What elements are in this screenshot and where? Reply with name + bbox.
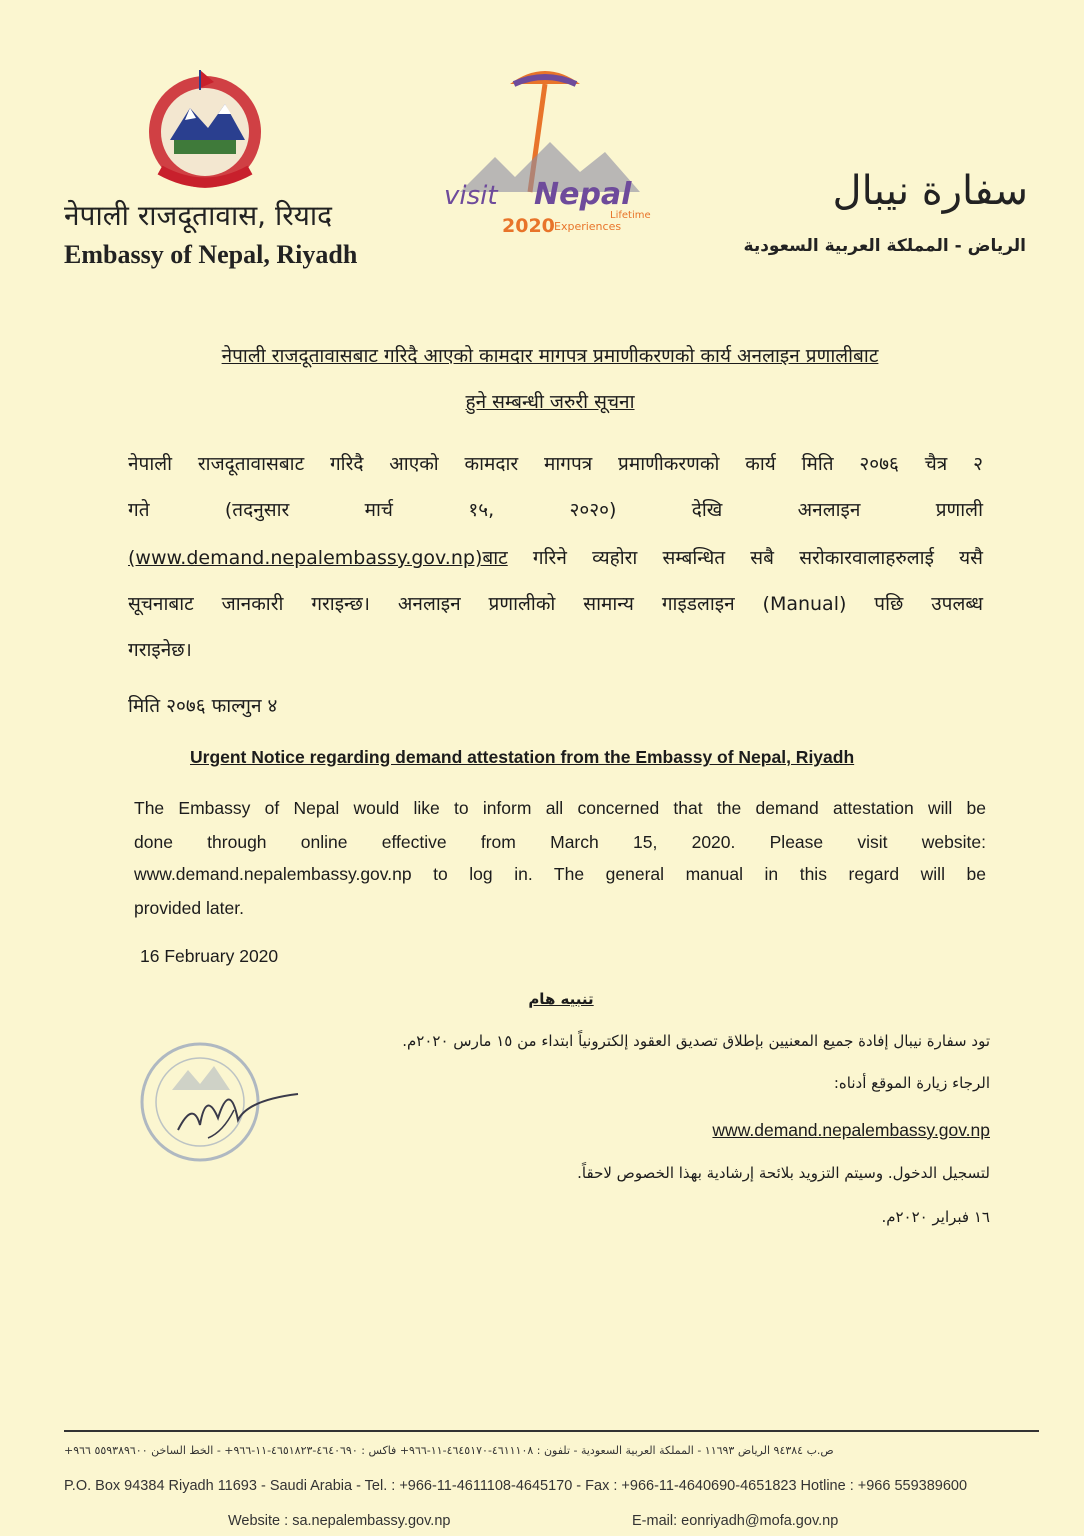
nepali-notice-line3 [128,544,983,570]
english-notice-line3: www.demand.nepalembassy.gov.np to log in. The general manual in this regard will be [134,864,986,884]
nepali-notice-date: मिति २०७६ फाल्गुन ४ [128,695,278,717]
arabic-notice-date: ١٦ فبراير ٢٠٢٠م. [881,1208,990,1226]
official-stamp-signature [138,1030,308,1180]
english-notice-title: Urgent Notice regarding demand attestation from the Embassy of Nepal, Riyadh [190,747,855,767]
arabic-notice-line2: الرجاء زيارة الموقع أدناه: [833,1074,990,1092]
logo-nepal-text: Nepal [534,177,632,212]
arabic-notice-line1: تود سفارة نيبال إفادة جميع المعنيين بإطلاق تصديق العقود إلكترونياً ابتداء من ١٥ مارس ٢٠٢٠م. [402,1032,990,1050]
nepali-notice-line5: गराइनेछ। [128,639,192,661]
logo-year-text: 2020 [502,215,555,237]
nepali-notice-title-line2: हुने सम्बन्धी जरुरी सूचना [465,391,635,413]
footer-contact-english: P.O. Box 94384 Riyadh 11693 - Saudi Arabia - Tel. : +966-11-4611108-4645170 - Fax : +966-11-4640690-4651823 Hotline : +966 559389600 [64,1478,968,1494]
arabic-notice-line3: لتسجيل الدخول. وسيتم التزويد بلائحة إرشادية بهذا الخصوص لاحقاً. [577,1164,990,1182]
embassy-name-english: Embassy of Nepal, Riyadh [64,240,358,269]
logo-experiences-text: Experiences [554,220,622,233]
english-notice-line2: done through online effective from March 15, 2020. Please visit website: [134,832,986,852]
visit-nepal-2020-logo [440,62,660,240]
nepali-notice-line3-rest: गरिने व्यहोरा सम्बन्धित सबै सरोकारवालाहरुलाई यसै [507,547,983,569]
demand-portal-link[interactable]: (www.demand.nepalembassy.gov.np)बाट [128,547,508,569]
arabic-notice-title: تنبيه هام [528,990,594,1008]
arabic-notice-url[interactable]: www.demand.nepalembassy.gov.np [712,1120,990,1140]
embassy-name-nepali: नेपाली राजदूतावास, रियाद [64,199,333,232]
nepali-notice-title-line1: नेपाली राजदूतावासबाट गरिदै आएको कामदार मागपत्र प्रमाणीकरणको कार्य अनलाइन प्रणालीबाट [221,345,879,367]
english-notice-date: 16 February 2020 [140,946,279,966]
footer-contact-arabic: ص.ب ٩٤٣٨٤ الرياض ١١٦٩٣ - المملكة العربية السعودية - تلفون : ٤٦١١١٠٨-٤٦٤٥١٧٠-١١-٩٦٦+ فاكس : ٤٦٤٠٦٩٠-٤٦٥١٨٢٣-١١-٩٦٦+ - الخط الساخن ٥٥٩٣٨٩٦٠٠ ٩٦٦+ [64,1444,834,1457]
logo-visit-text: visit [444,181,498,211]
nepali-notice-line4: सूचनाबाट जानकारी गराइन्छ। अनलाइन प्रणालीको सामान्य गाइडलाइन (Manual) पछि उपलब्ध [128,593,983,615]
footer-website[interactable]: Website : sa.nepalembassy.gov.np [228,1513,451,1529]
english-notice-line1: The Embassy of Nepal would like to inform all concerned that the demand attestation will be [134,798,986,818]
footer-divider [64,1430,1039,1432]
logo-lifetime-text: Lifetime [610,210,651,221]
embassy-name-arabic: سفارة نيبال [832,168,1028,214]
nepali-notice-line2: गते (तदनुसार मार्च १५, २०२०) देखि अनलाइन प्रणाली [128,499,983,521]
english-notice-line4: provided later. [134,898,244,918]
nepal-emblem-logo [130,70,280,200]
embassy-location-arabic: الرياض - المملكة العربية السعودية [743,236,1026,256]
nepali-notice-line1: नेपाली राजदूतावासबाट गरिदै आएको कामदार मागपत्र प्रमाणीकरणको कार्य मिति २०७६ चैत्र २ [128,453,983,475]
footer-email[interactable]: E-mail: eonriyadh@mofa.gov.np [632,1513,839,1529]
